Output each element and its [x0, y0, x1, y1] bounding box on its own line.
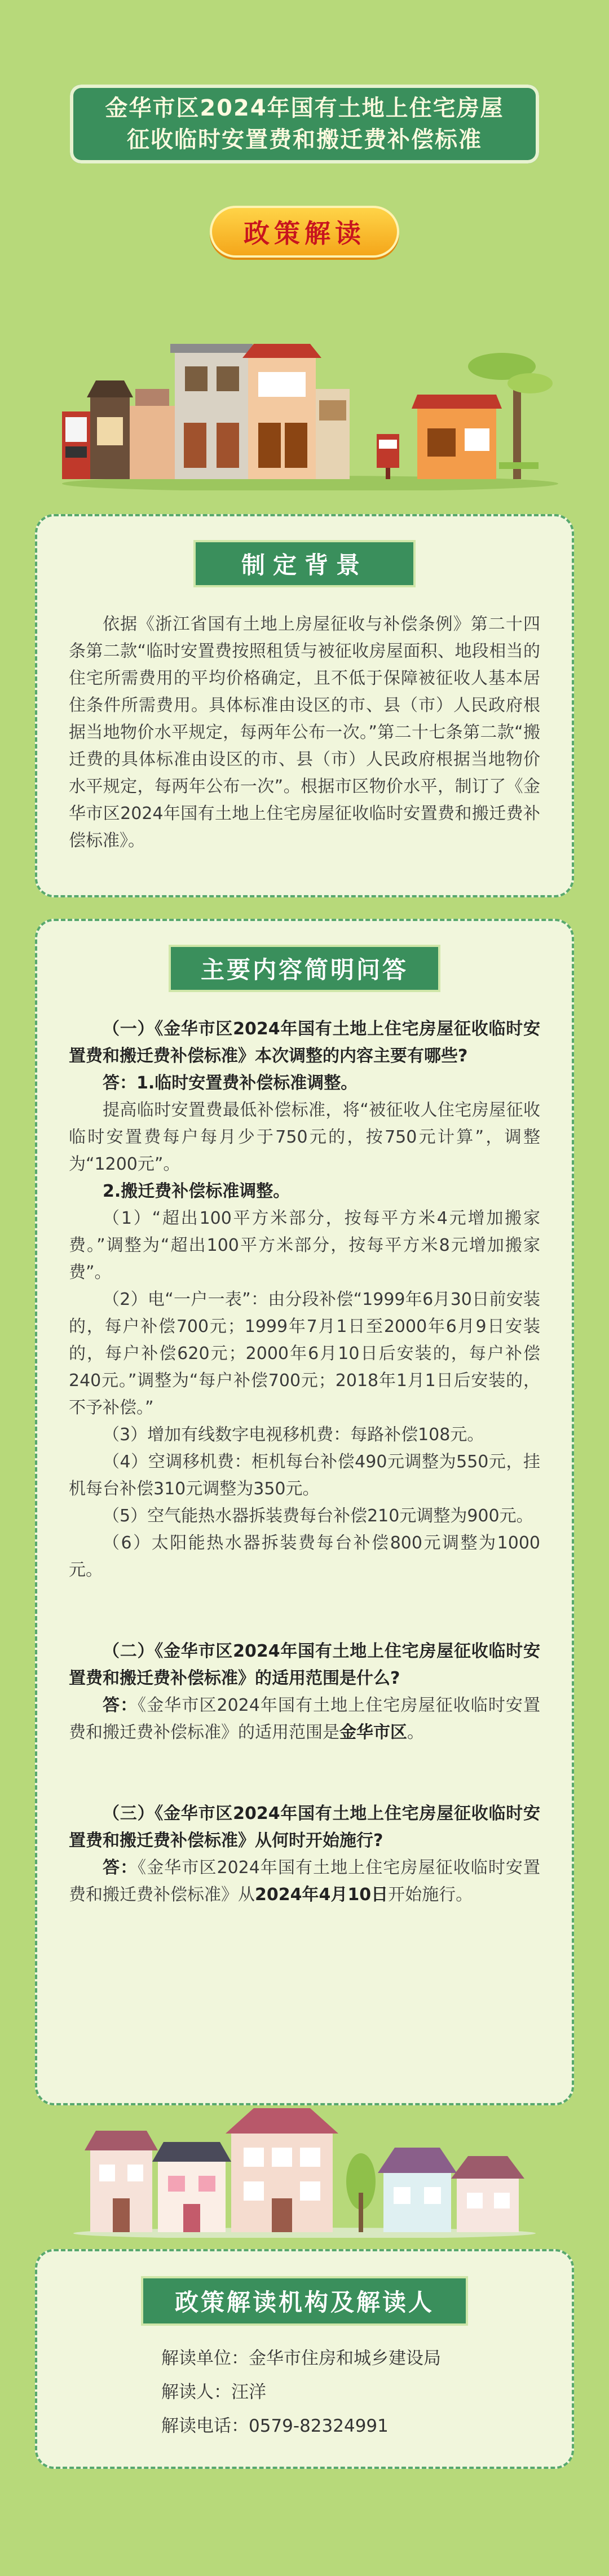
- contact-phone: 解读电话：0579-82324991: [161, 2416, 389, 2436]
- contact-person: 解读人：汪洋: [161, 2382, 266, 2402]
- policy-tag: [210, 206, 399, 258]
- title-banner: [70, 85, 539, 163]
- contact-heading: 政策解读机构及解读人: [143, 2278, 466, 2323]
- title-line-1: 金华市区2024年国有土地上住宅房屋: [105, 95, 504, 121]
- qa-content: [69, 1016, 540, 1909]
- background-heading: 制定背景: [196, 542, 413, 585]
- fee-item: （5）空气能热水器拆装费每台补偿210元调整为900元。: [103, 1506, 533, 1526]
- houses-illustration: [68, 2108, 541, 2238]
- fee-item: （1）“超出100平方米部分，按每平方米4元增加搬家费。”调整为“超出100平方米部分，按每平方米8元增加搬家费”。: [69, 1209, 540, 1282]
- title-line-2: 征收临时安置费和搬迁费补偿标准: [127, 127, 482, 153]
- fee-item: （3）增加有线数字电视移机费：每路补偿108元。: [103, 1425, 484, 1445]
- street-illustration: [51, 327, 558, 490]
- question-2: （二）《金华市区2024年国有土地上住宅房屋征收临时安置费和搬迁费补偿标准》的适用范围是什么?: [69, 1641, 540, 1688]
- fee-item: （6）太阳能热水器拆装费每台补偿800元调整为1000元。: [69, 1533, 540, 1580]
- background-text: 依据《浙江省国有土地上房屋征收与补偿条例》第二十四条第二款“临时安置费按照租赁与被征收房屋面积、地段相当的住宅所需费用的平均价格确定，且不低于保障被征收人基本居住条件所需费用。具体标准由设区的市、县（市）人民政府根据当地物价水平规定，每两年公布一次。”第二十七条第二款“搬迁费的具体标准由设区的市、县（市）人民政府根据当地物价水平规定，每两年公布一次”。根据市区物价水平，制订了《金华市区2024年国有土地上住宅房屋征收临时安置费和搬迁费补偿标准》。: [69, 614, 540, 851]
- contact-unit: 解读单位：金华市住房和城乡建设局: [161, 2348, 441, 2369]
- qa-heading: 主要内容简明问答: [171, 947, 438, 990]
- contact-info: [161, 2342, 441, 2443]
- question-1: （一）《金华市区2024年国有土地上住宅房屋征收临时安置费和搬迁费补偿标准》本次调整的内容主要有哪些?: [69, 1019, 540, 1066]
- qa-panel: [35, 919, 574, 2105]
- fee-item: （4）空调移机费：柜机每台补偿490元调整为550元，挂机每台补偿310元调整为350元。: [69, 1452, 540, 1499]
- background-panel: [35, 514, 574, 897]
- answer-1-text: 提高临时安置费最低补偿标准，将“被征收人住宅房屋征收临时安置费每户每月少于750元的，按750元计算”，调整为“1200元”。: [69, 1100, 540, 1174]
- fee-item: （2）电“一户一表”：由分段补偿“1999年6月30日前安装的，每户补偿700元；1999年7月1日至2000年6月9日安装的，每户补偿620元；2000年6月10日后安装的，每户补偿240元。”调整为“每户补偿700元；2018年1月1日后安装的，不予补偿。”: [69, 1290, 540, 1418]
- question-3: （三）《金华市区2024年国有土地上住宅房屋征收临时安置费和搬迁费补偿标准》从何时开始施行?: [69, 1804, 540, 1851]
- answer-1-heading-2: 2.搬迁费补偿标准调整。: [103, 1181, 290, 1201]
- answer-3: 答：《金华市区2024年国有土地上住宅房屋征收临时安置费和搬迁费补偿标准》从2024年4月10日开始施行。: [69, 1858, 541, 1905]
- policy-tag-label: 政策解读: [244, 218, 365, 249]
- answer-2: 答：《金华市区2024年国有土地上住宅房屋征收临时安置费和搬迁费补偿标准》的适用范围是金华市区。: [69, 1696, 541, 1742]
- answer-1-heading-1: 答：1.临时安置费补偿标准调整。: [103, 1073, 358, 1093]
- contact-panel: [35, 2249, 574, 2469]
